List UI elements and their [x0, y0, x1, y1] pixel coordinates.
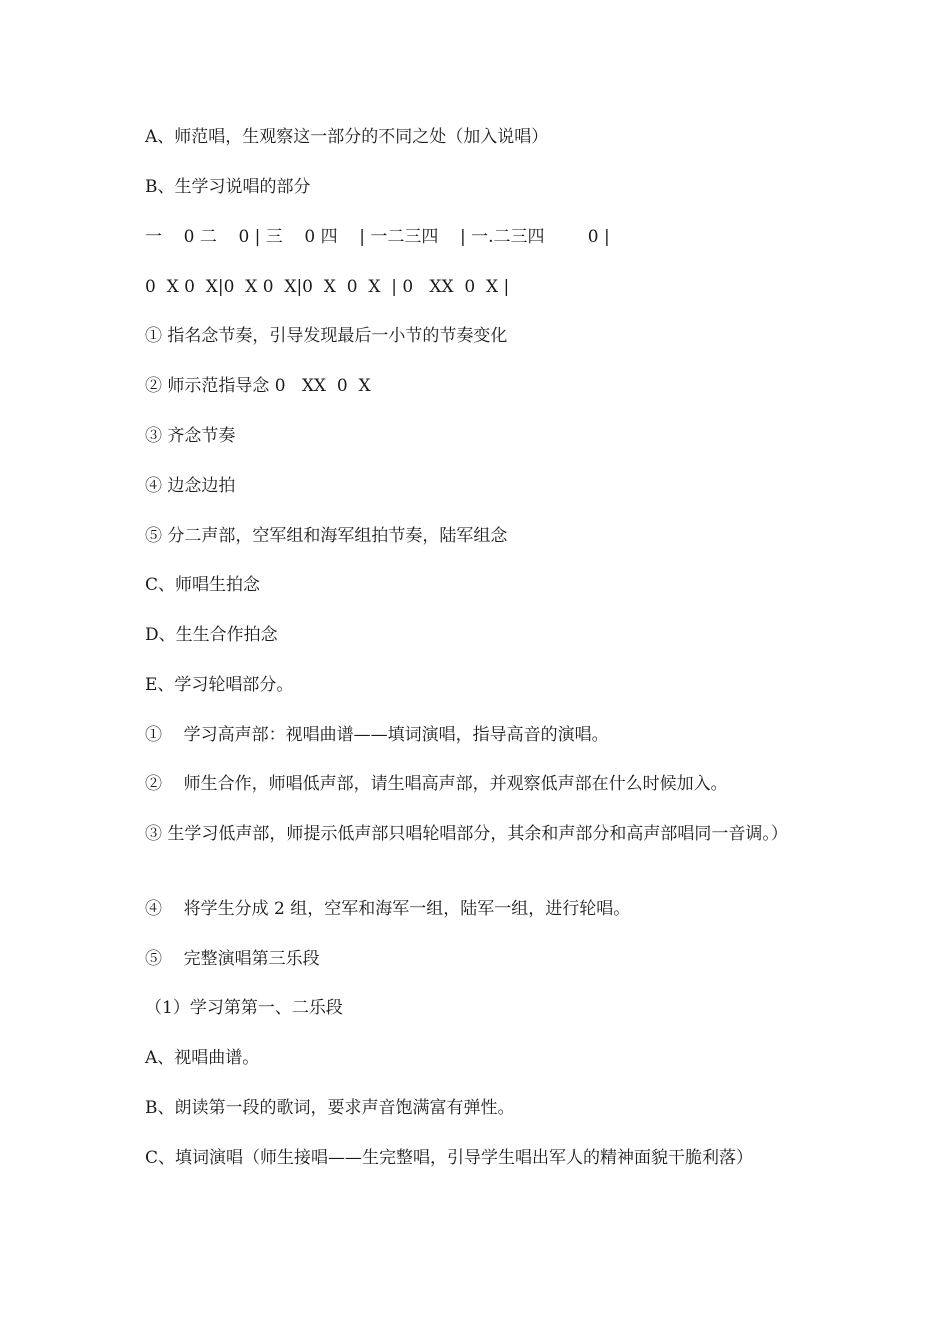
text-line: ③ 生学习低声部，师提示低声部只唱轮唱部分，其余和声部分和高声部唱同一音调。） — [145, 824, 788, 844]
text-line: ② 师示范指导念 0 XX 0 X — [145, 376, 371, 396]
text-line: E、学习轮唱部分。 — [145, 675, 294, 695]
rhythm-line: 0 X 0 X|0 X 0 X|0 X 0 X | 0 XX 0 X | — [145, 277, 510, 297]
text-line: ① 指名念节奏，引导发现最后一小节的节奏变化 — [145, 326, 508, 346]
rhythm-line: 一 0 二 0 | 三 0 四 | 一二三四 | 一.二三四 0 | — [145, 227, 610, 247]
text-line: ④ 边念边拍 — [145, 476, 236, 496]
text-line: ③ 齐念节奏 — [145, 426, 236, 446]
text-line: C、填词演唱（师生接唱——生完整唱，引导学生唱出军人的精神面貌干脆利落） — [145, 1148, 754, 1168]
text-line: D、生生合作拍念 — [145, 625, 278, 645]
text-line: ② 师生合作，师唱低声部，请生唱高声部，并观察低声部在什么时候加入。 — [145, 774, 728, 794]
text-line: ④ 将学生分成 2 组，空军和海军一组，陆军一组，进行轮唱。 — [145, 899, 631, 919]
text-line: A、师范唱，生观察这一部分的不同之处（加入说唱） — [145, 127, 549, 147]
text-line: ⑤ 分二声部，空军组和海军组拍节奏，陆军组念 — [145, 526, 508, 546]
text-line: B、朗读第一段的歌词，要求声音饱满富有弹性。 — [145, 1098, 515, 1118]
text-line: B、生学习说唱的部分 — [145, 177, 311, 197]
section-heading: （1）学习第第一、二乐段 — [145, 998, 343, 1018]
text-line: ① 学习高声部：视唱曲谱——填词演唱，指导高音的演唱。 — [145, 725, 609, 745]
text-line: C、师唱生拍念 — [145, 575, 261, 595]
text-line: A、视唱曲谱。 — [145, 1048, 260, 1068]
text-line: ⑤ 完整演唱第三乐段 — [145, 949, 320, 969]
